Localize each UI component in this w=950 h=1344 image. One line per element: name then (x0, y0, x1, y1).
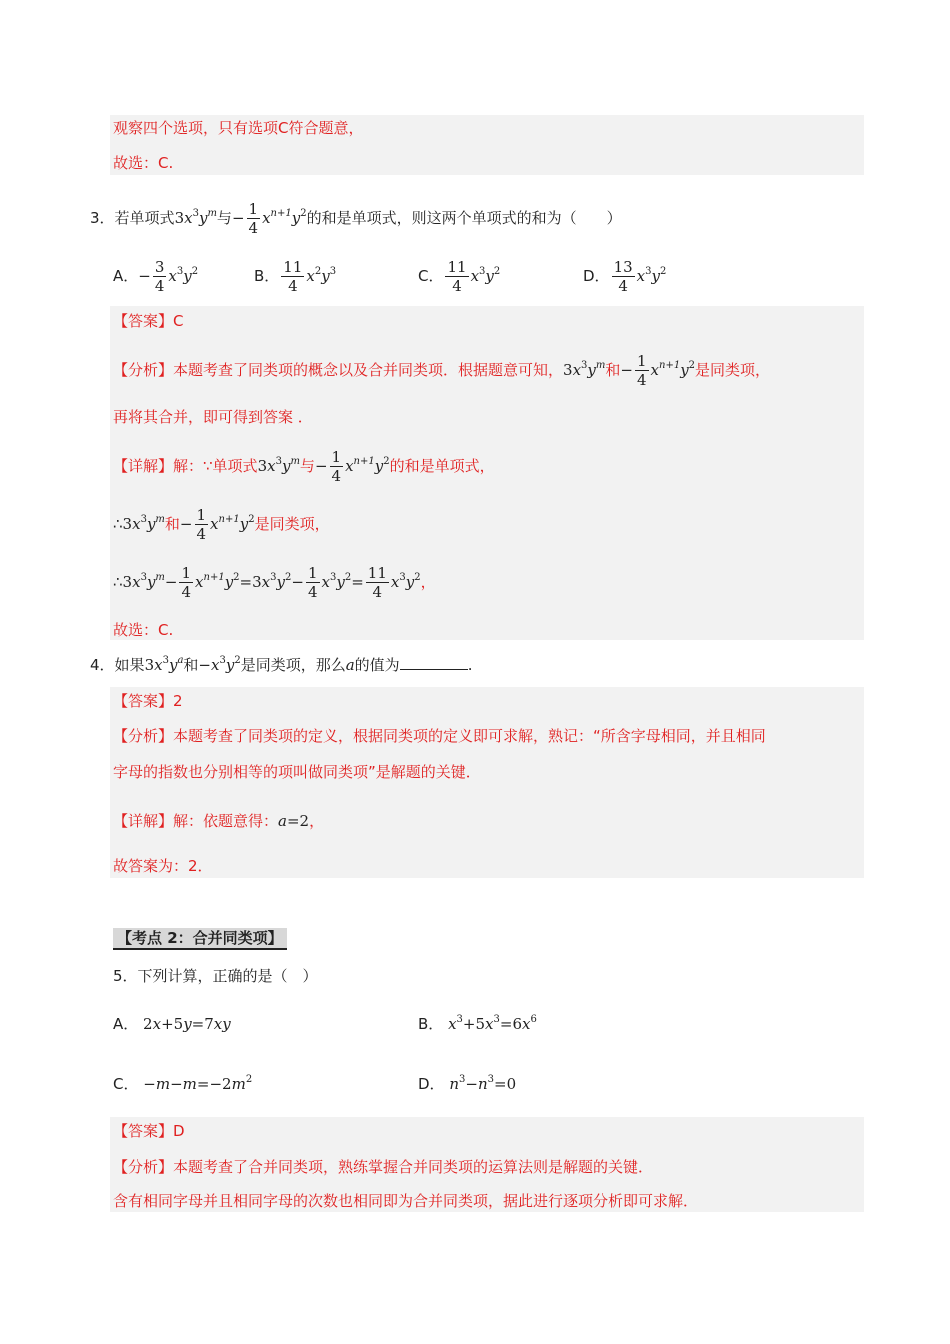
q5-stem: 5．下列计算，正确的是（ ） (113, 967, 318, 985)
q3-option-a: A．− $\frac{3}{4}$ $x^3y^2$ (113, 258, 199, 295)
q3-stem-a: 若单项式 (114, 209, 175, 227)
q3-answer: 【答案】C (113, 312, 184, 330)
q3-fraction: $\frac{1}{4}$ (248, 200, 259, 237)
q3-number: 3． (90, 209, 115, 227)
q4-final: 故答案为：2． (113, 857, 213, 875)
q4-stem: 4．如果$3x^3y^a$和$-x^3y^2$是同类项，那么a的值为 . (90, 655, 473, 674)
q4-answer-blank (400, 655, 468, 670)
q5-option-a: A． 2x+5y=7xy (113, 1015, 231, 1033)
q3-detail: 【详解】解：∵单项式$3x^3y^m$与− $\frac{1}{4}$ $x^{n+1}y^2$的和是单项式， (113, 448, 495, 485)
q3-option-c: C． $\frac{11}{4}$ $x^3y^2$ (418, 258, 501, 295)
q3-step1: $\therefore 3x^3y^m$和− $\frac{1}{4}$ $x^{n+1}y^2$是同类项， (113, 506, 330, 543)
q4-analysis-line2: 字母的指数也分别相等的项叫做同类项”是解题的关键． (113, 763, 481, 781)
q3-choice: 故选：C. (113, 621, 174, 639)
q3-option-d: D． $\frac{13}{4}$ $x^3y^2$ (583, 258, 667, 295)
q3-stem-b: 与 (216, 209, 232, 227)
q3-stem: 3．若单项式$3x^3y^m$与− $\frac{1}{4}$ $x^{n+1}y^2$的和是单项式，则这两个单项式的和为（ ） (90, 200, 622, 237)
prev-choice: 故选：C. (113, 154, 174, 172)
q5-option-d: D． $n^3-n^3=0$ (418, 1074, 517, 1093)
q3-option-b: B． $\frac{11}{4}$ $x^2y^3$ (254, 258, 337, 295)
section-heading: 【考点 2：合并同类项】 (113, 928, 287, 950)
q5-option-b: B． $x^3+5x^3=6x^6$ (418, 1014, 537, 1033)
q3-step2: $\therefore 3x^3y^m-$ $\frac{1}{4}$ $x^{n+1}y^2=3x^3y^2-$ $\frac{1}{4}$ $x^3y^2=$ $\frac{11}{4}$ $x^3y^2$， (113, 564, 436, 601)
q5-analysis-line2: 含有相同字母并且相同字母的次数也相同即为合并同类项，据此进行逐项分析即可求解． (113, 1192, 699, 1210)
q3-analysis: 【分析】本题考查了同类项的概念以及合并同类项．根据题意可知，$3x^3y^m$和− $\frac{1}{4}$ $x^{n+1}y^2$是同类项， (113, 352, 771, 389)
q4-analysis: 【分析】本题考查了同类项的定义，根据同类项的定义即可求解，熟记：“所含字母相同，并且相同 (113, 727, 766, 745)
prev-observe: 观察四个选项，只有选项C符合题意， (113, 119, 364, 137)
q3-stem-c: 的和是单项式，则这两个单项式的和为（ ） (306, 209, 622, 227)
q3-analysis-line2: 再将其合并，即可得到答案 ． (113, 408, 313, 426)
q5-option-c: C． $-m-m=-2m^2$ (113, 1074, 253, 1093)
q5-answer: 【答案】D (113, 1122, 185, 1140)
q5-analysis: 【分析】本题考查了合并同类项，熟练掌握合并同类项的运算法则是解题的关键． (113, 1158, 654, 1176)
q4-answer: 【答案】2 (113, 692, 183, 710)
q4-detail: 【详解】解：依题意得：a=2， (113, 812, 325, 830)
